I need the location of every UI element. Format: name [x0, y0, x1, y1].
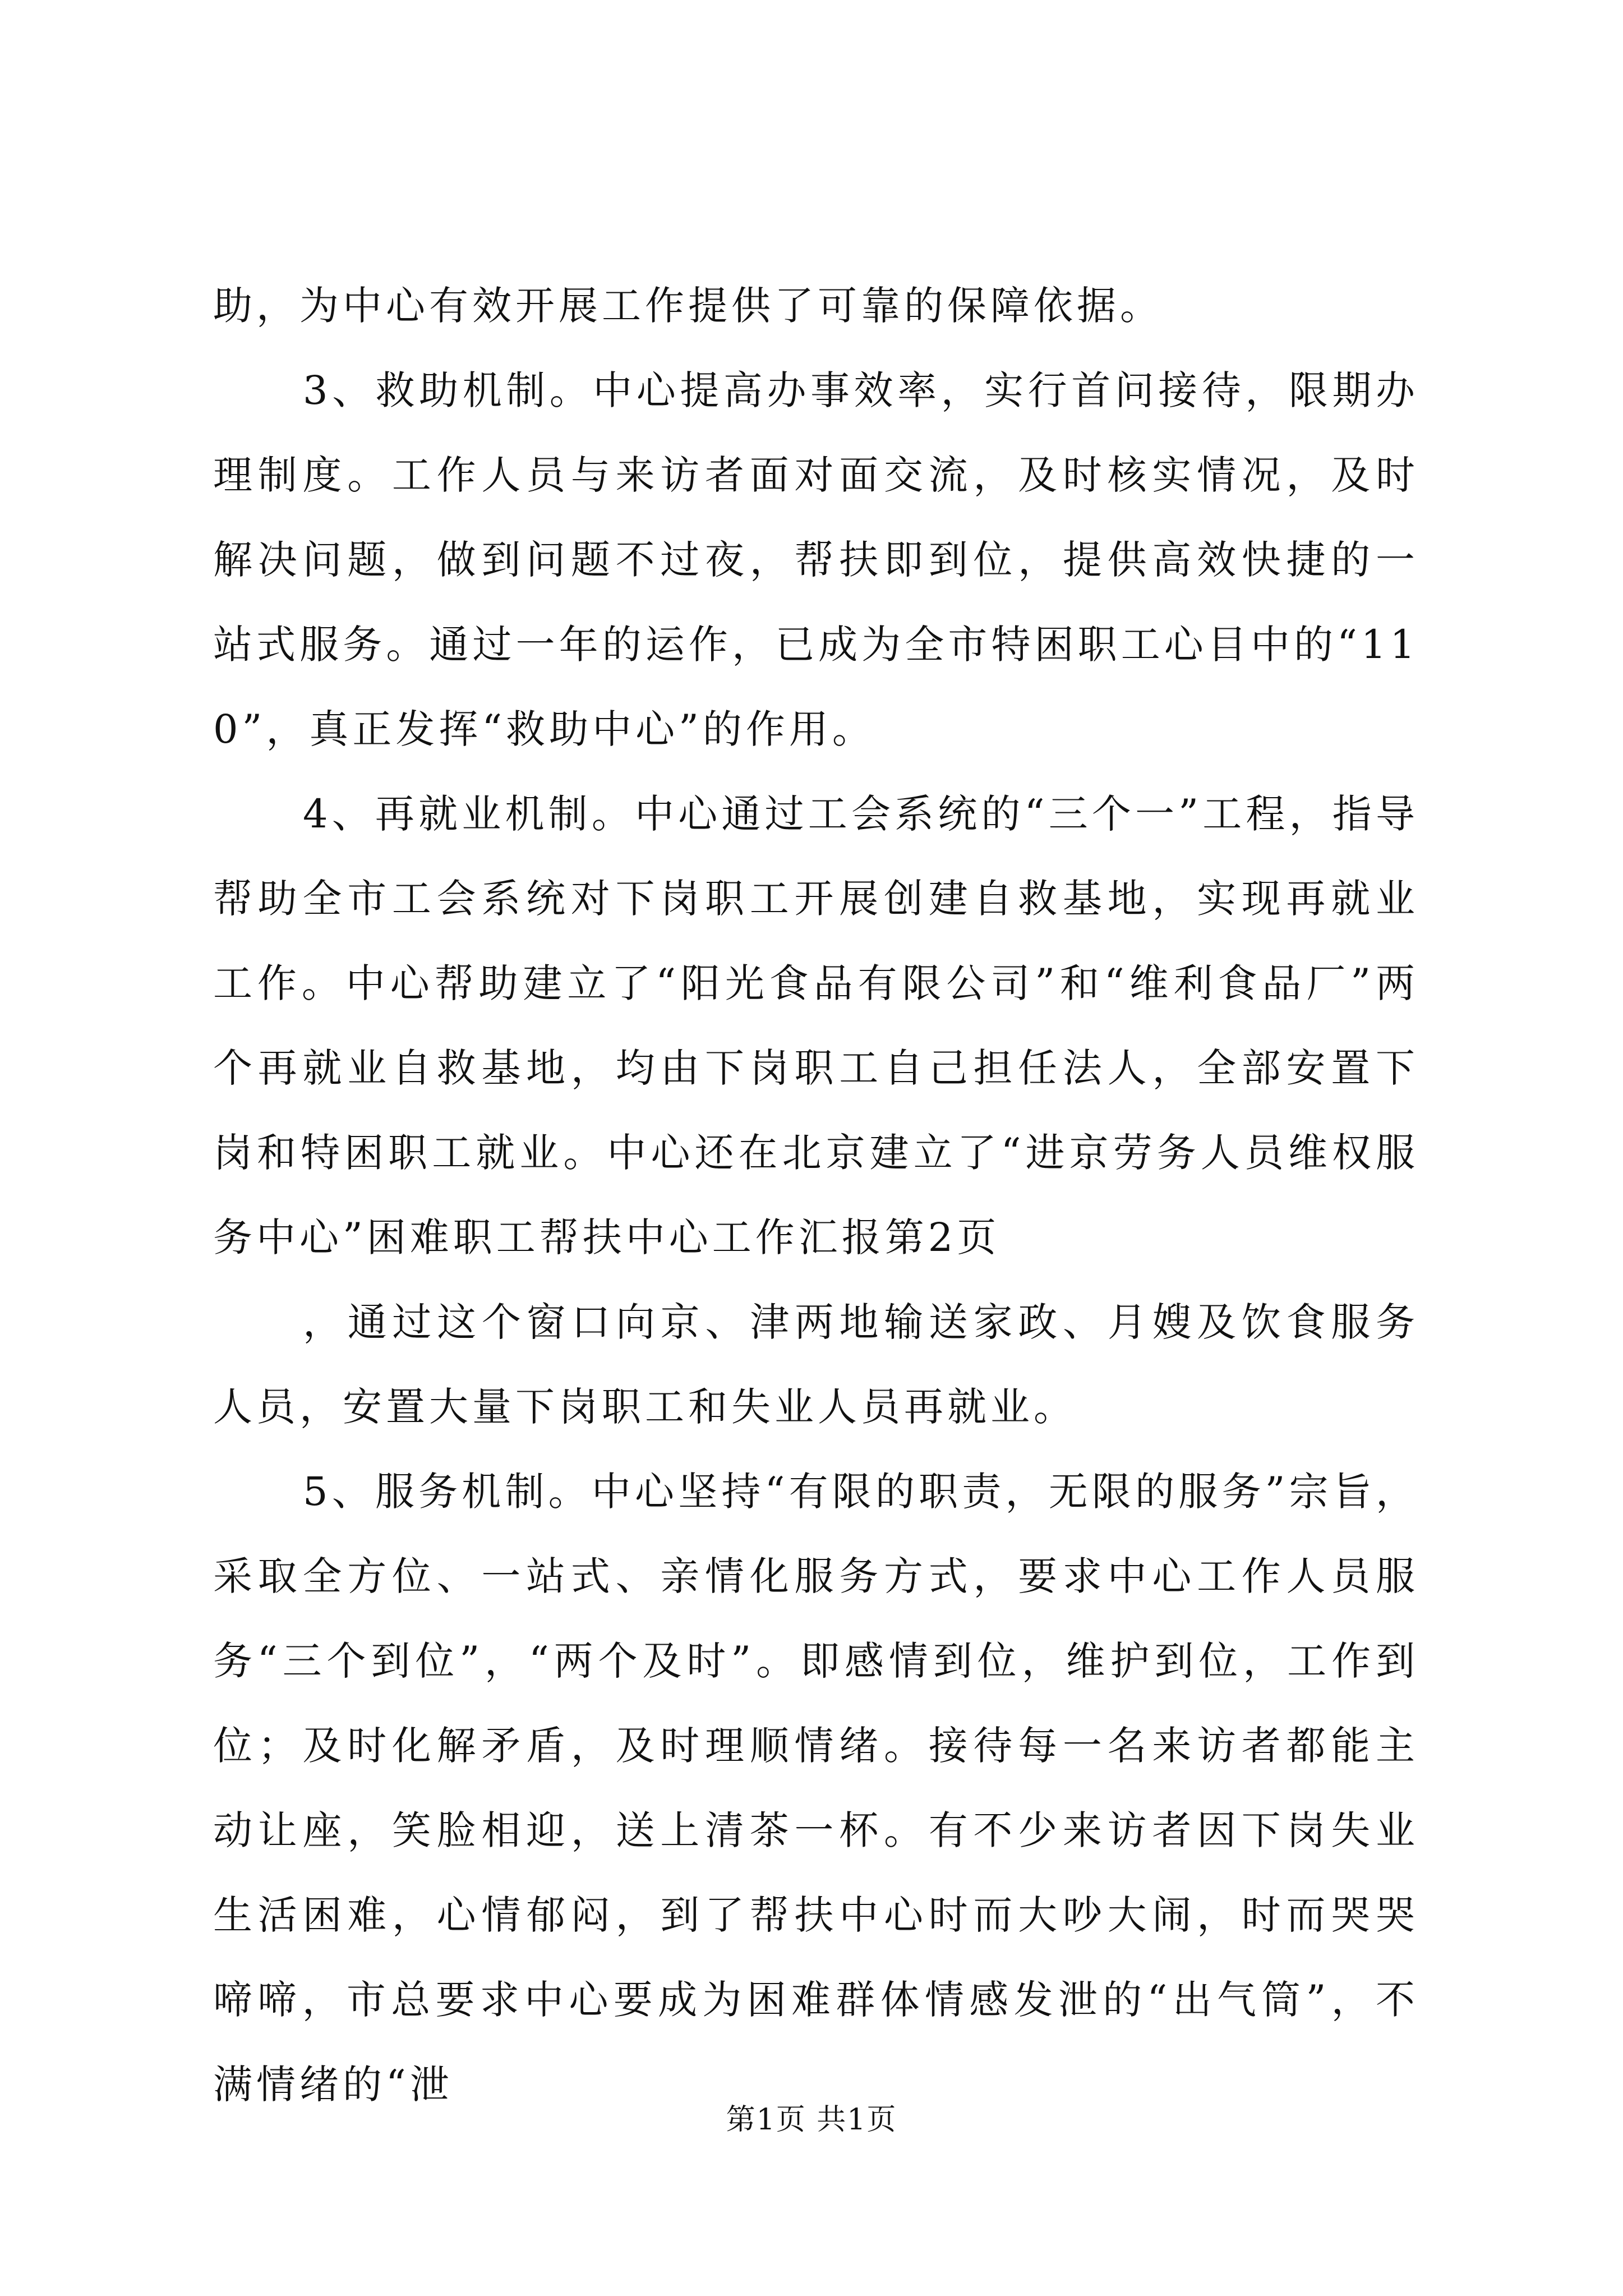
page-number-footer: 第1页 共1页	[726, 2103, 897, 2137]
paragraph-continuation: 助，为中心有效开展工作提供了可靠的保障依据。	[213, 283, 1163, 329]
document-body	[213, 264, 1419, 2127]
paragraph-reemployment-mechanism: 4、再就业机制。中心通过工会系统的“三个一”工程，指导帮助全市工会系统对下岗职工开展创建自救基地，实现再就业工作。中心帮助建立了“阳光食品有限公司”和“维利食品厂”两个再就业自救基地，均由下岗职工自己担任法人，全部安置下岗和特困职工就业。中心还在北京建立了“进京劳务人员维权服务中心”困难职工帮扶中心工作汇报第2页	[213, 791, 1419, 1260]
paragraph-beijing-window: ，通过这个窗口向京、津两地输送家政、月嫂及饮食服务人员，安置大量下岗职工和失业人员再就业。	[213, 1299, 1419, 1430]
paragraph-service-mechanism: 5、服务机制。中心坚持“有限的职责，无限的服务”宗旨，采取全方位、一站式、亲情化服务方式，要求中心工作人员服务“三个到位”，“两个及时”。即感情到位，维护到位，工作到位；及时化解矛盾，及时理顺情绪。接待每一名来访者都能主动让座，笑脸相迎，送上清茶一杯。有不少来访者因下岗失业生活困难，心情郁闷，到了帮扶中心时而大吵大闹，时而哭哭啼啼，市总要求中心要成为困难群体情感发泄的“出气筒”，不满情绪的“泄	[213, 1469, 1419, 2108]
paragraph-rescue-mechanism: 3、救助机制。中心提高办事效率，实行首问接待，限期办理制度。工作人员与来访者面对面交流，及时核实情况，及时解决问题，做到问题不过夜，帮扶即到位，提供高效快捷的一站式服务。通过一年的运作，已成为全市特困职工心目中的“110”，真正发挥“救助中心”的作用。	[213, 367, 1419, 752]
